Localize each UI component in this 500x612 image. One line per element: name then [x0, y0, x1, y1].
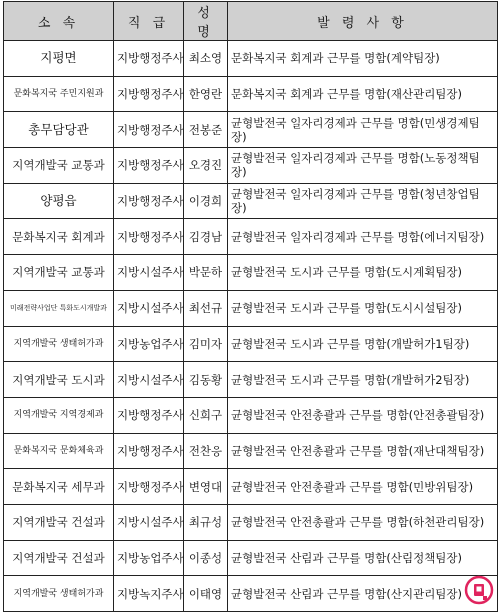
name-cell: 최규성 [184, 504, 228, 540]
dept-cell: 지역개발국 지역경제과 [4, 397, 114, 433]
table-row [4, 76, 498, 112]
name-cell: 김동황 [184, 362, 228, 398]
dept-cell: 지역개발국 건설과 [4, 540, 114, 576]
dept-cell: 지역개발국 생태허가과 [4, 576, 114, 612]
table-row [4, 433, 498, 469]
dept-cell: 양평읍 [4, 183, 114, 219]
dept-cell: 지역개발국 도시과 [4, 362, 114, 398]
dept-cell: 미래전략사업단 특화도시개발과 [4, 290, 114, 326]
order-cell: 균형발전국 일자리경제과 근무를 명함(에너지팀장) [228, 219, 498, 255]
order-cell: 문화복지국 회계과 근무를 명함(계약팀장) [228, 41, 498, 77]
grade-cell: 지방행정주사 [114, 41, 184, 77]
dept-cell: 지역개발국 교통과 [4, 148, 114, 184]
grade-cell: 지방농업주사 [114, 326, 184, 362]
name-cell: 전봉준 [184, 112, 228, 148]
dept-cell: 지역개발국 생태허가과 [4, 326, 114, 362]
grade-cell: 지방행정주사 [114, 469, 184, 505]
dept-cell: 문화복지국 문화체육과 [4, 433, 114, 469]
dept-cell: 문화복지국 주민지원과 [4, 76, 114, 112]
order-cell: 균형발전국 도시과 근무를 명함(개발허가1팀장) [228, 326, 498, 362]
order-cell: 균형발전국 안전총괄과 근무를 명함(하천관리팀장) [228, 504, 498, 540]
table-row [4, 576, 498, 612]
table-row [4, 183, 498, 219]
name-cell: 이태영 [184, 576, 228, 612]
name-cell: 김미자 [184, 326, 228, 362]
order-cell: 균형발전국 산림과 근무를 명함(산지관리팀장) [228, 576, 498, 612]
newspaper-logo-icon [464, 575, 494, 605]
header-dept: 소 속 [4, 2, 114, 41]
header-name: 성 명 [184, 2, 228, 41]
name-cell: 전찬응 [184, 433, 228, 469]
order-cell: 균형발전국 안전총괄과 근무를 명함(민방위팀장) [228, 469, 498, 505]
grade-cell: 지방시설주사 [114, 362, 184, 398]
order-cell: 균형발전국 안전총괄과 근무를 명함(재난대책팀장) [228, 433, 498, 469]
name-cell: 박문하 [184, 255, 228, 291]
grade-cell: 지방행정주사 [114, 148, 184, 184]
dept-cell: 문화복지국 회계과 [4, 219, 114, 255]
order-cell: 균형발전국 일자리경제과 근무를 명함(청년창업팀장) [228, 183, 498, 219]
grade-cell: 지방시설주사 [114, 504, 184, 540]
name-cell: 이종성 [184, 540, 228, 576]
header-order: 발 령 사 항 [228, 2, 498, 41]
personnel-table [3, 1, 498, 612]
table-row [4, 326, 498, 362]
name-cell: 김경남 [184, 219, 228, 255]
grade-cell: 지방행정주사 [114, 112, 184, 148]
name-cell: 한영란 [184, 76, 228, 112]
table-row [4, 362, 498, 398]
grade-cell: 지방행정주사 [114, 76, 184, 112]
order-cell: 균형발전국 일자리경제과 근무를 명함(노동정책팀장) [228, 148, 498, 184]
grade-cell: 지방시설주사 [114, 255, 184, 291]
table-row [4, 255, 498, 291]
grade-cell: 지방행정주사 [114, 219, 184, 255]
table-row [4, 540, 498, 576]
grade-cell: 지방농업주사 [114, 540, 184, 576]
grade-cell: 지방녹지주사 [114, 576, 184, 612]
grade-cell: 지방행정주사 [114, 397, 184, 433]
dept-cell: 문화복지국 세무과 [4, 469, 114, 505]
name-cell: 변영대 [184, 469, 228, 505]
name-cell: 신희구 [184, 397, 228, 433]
name-cell: 오경진 [184, 148, 228, 184]
grade-cell: 지방시설주사 [114, 290, 184, 326]
header-grade: 직 급 [114, 2, 184, 41]
table-row [4, 290, 498, 326]
grade-cell: 지방행정주사 [114, 183, 184, 219]
table-row [4, 112, 498, 148]
dept-cell: 지역개발국 교통과 [4, 255, 114, 291]
order-cell: 문화복지국 회계과 근무를 명함(재산관리팀장) [228, 76, 498, 112]
name-cell: 최선규 [184, 290, 228, 326]
order-cell: 균형발전국 도시과 근무를 명함(개발허가2팀장) [228, 362, 498, 398]
order-cell: 균형발전국 일자리경제과 근무를 명함(민생경제팀장) [228, 112, 498, 148]
name-cell: 최소영 [184, 41, 228, 77]
order-cell: 균형발전국 도시과 근무를 명함(도시시설팀장) [228, 290, 498, 326]
table-row [4, 397, 498, 433]
table-row [4, 469, 498, 505]
order-cell: 균형발전국 도시과 근무를 명함(도시계획팀장) [228, 255, 498, 291]
dept-cell: 총무담당관 [4, 112, 114, 148]
dept-cell: 지평면 [4, 41, 114, 77]
name-cell: 이경희 [184, 183, 228, 219]
order-cell: 균형발전국 안전총괄과 근무를 명함(안전총괄팀장) [228, 397, 498, 433]
order-cell: 균형발전국 산림과 근무를 명함(산림정책팀장) [228, 540, 498, 576]
dept-cell: 지역개발국 건설과 [4, 504, 114, 540]
table-row [4, 41, 498, 77]
grade-cell: 지방행정주사 [114, 433, 184, 469]
table-row [4, 504, 498, 540]
table-row [4, 148, 498, 184]
table-row [4, 219, 498, 255]
header-row [4, 2, 498, 41]
